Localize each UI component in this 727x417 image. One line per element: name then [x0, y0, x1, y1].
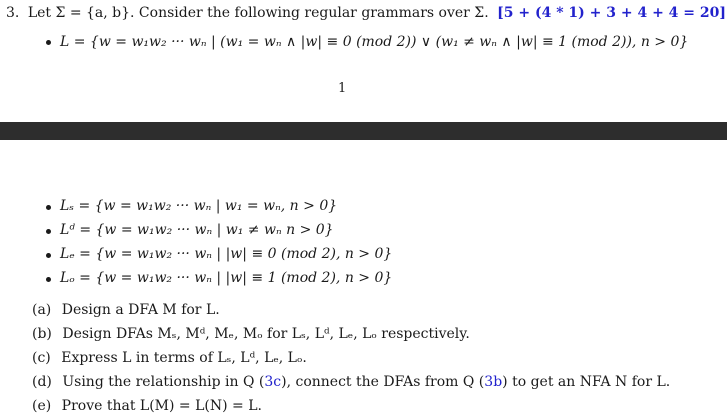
main-language-definition: L = {w = w₁w₂ ··· wₙ | (w₁ = wₙ ∧ |w| ≡ 0 (mod 2)) ∨ (w₁ ≠ wₙ ∧ |w| ≡ 1 (mod 2)), n > 0} — [60, 34, 689, 50]
question-number: 3. — [6, 5, 20, 21]
language-ls: Lₛ = {w = w₁w₂ ··· wₙ | w₁ = wₙ, n > 0} — [60, 198, 338, 214]
question-header — [6, 5, 726, 21]
language-lo: Lₒ = {w = w₁w₂ ··· wₙ | |w| ≡ 1 (mod 2), n > 0} — [60, 270, 393, 286]
part-c — [32, 350, 307, 366]
part-a — [32, 302, 220, 318]
part-d-text-mid: ), connect the DFAs from Q ( — [281, 374, 485, 390]
part-d-label: (d) — [32, 374, 52, 390]
bullet-lo — [46, 277, 51, 282]
part-e — [32, 398, 262, 414]
part-b-label: (b) — [32, 326, 52, 342]
question-intro: Let Σ = {a, b}. Consider the following regular grammars over Σ. — [27, 5, 489, 21]
bullet-main — [46, 40, 51, 45]
points-breakdown: [5 + (4 * 1) + 3 + 4 + 4 = 20] — [497, 5, 727, 21]
page-number: 1 — [338, 81, 347, 96]
ref-link-3c[interactable]: 3c — [264, 374, 282, 390]
part-c-label: (c) — [32, 350, 51, 366]
language-ld: Lᵈ = {w = w₁w₂ ··· wₙ | w₁ ≠ wₙ n > 0} — [60, 222, 334, 238]
part-e-label: (e) — [32, 398, 52, 414]
part-d-text-post: ) to get an NFA N for L. — [502, 374, 671, 390]
part-a-label: (a) — [32, 302, 52, 318]
bullet-ld — [46, 229, 51, 234]
part-d-text-pre: Using the relationship in Q ( — [62, 374, 265, 390]
language-le: Lₑ = {w = w₁w₂ ··· wₙ | |w| ≡ 0 (mod 2), n > 0} — [60, 246, 393, 262]
ref-link-3b[interactable]: 3b — [484, 374, 503, 390]
bullet-le — [46, 253, 51, 258]
part-a-text: Design a DFA M for L. — [61, 302, 220, 318]
part-d — [32, 374, 670, 390]
part-b-text: Design DFAs Mₛ, Mᵈ, Mₑ, Mₒ for Lₛ, Lᵈ, Lₑ, Lₒ respectively. — [62, 326, 470, 342]
part-b — [32, 326, 470, 342]
page-break-divider — [0, 122, 727, 140]
part-c-text: Express L in terms of Lₛ, Lᵈ, Lₑ, Lₒ. — [61, 350, 307, 366]
part-e-text: Prove that L(M) = L(N) = L. — [61, 398, 262, 414]
bullet-ls — [46, 205, 51, 210]
